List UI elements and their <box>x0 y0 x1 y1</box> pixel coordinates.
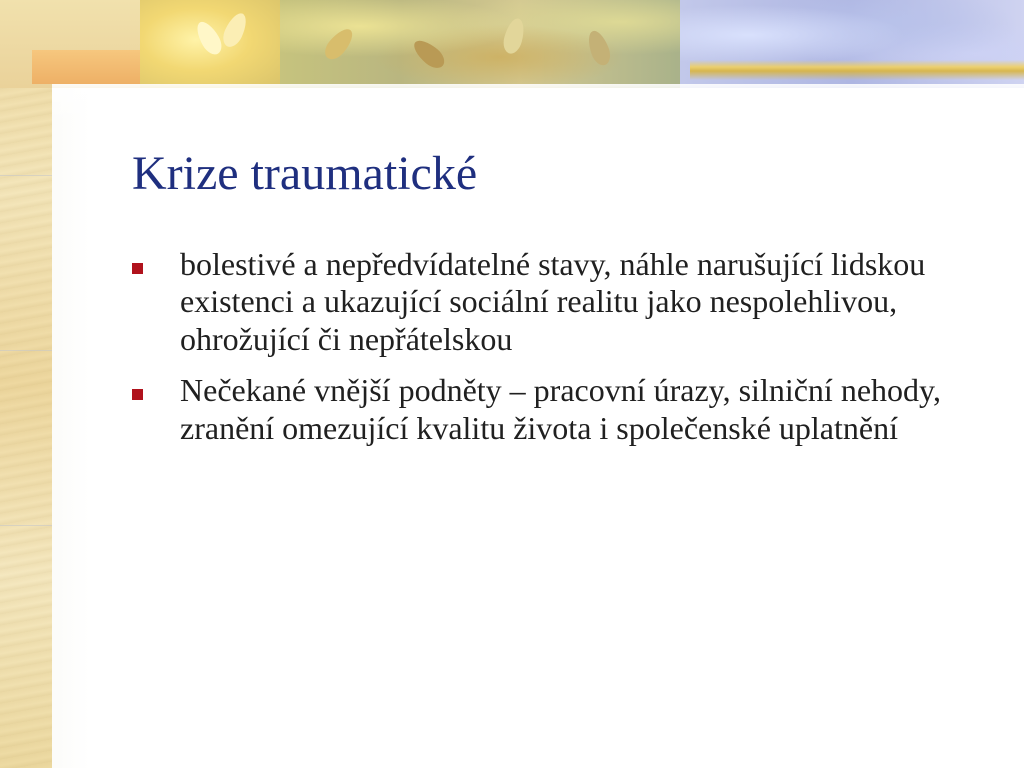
bullet-list <box>132 246 992 461</box>
bullet-text: bolestivé a nepředvídatelné stavy, náhle narušující lidskou existenci a ukazující sociální realitu jako nespolehlivou, ohrožující či nepřátelskou <box>180 246 926 357</box>
bullet-item <box>132 372 992 447</box>
band-fade <box>52 84 1024 124</box>
bullet-text: Nečekané vnější podněty – pracovní úrazy, silniční nehody, zranění omezující kvalitu života i společenské uplatnění <box>180 372 941 446</box>
strip-seam <box>0 525 52 526</box>
slide-title: Krize traumatické <box>132 147 478 200</box>
orange-block <box>32 50 147 84</box>
square-bullet-icon <box>132 263 143 274</box>
top-decorative-band <box>0 0 1024 88</box>
strip-seam <box>0 175 52 176</box>
left-parchment-strip <box>0 0 52 768</box>
strip-seam <box>0 350 52 351</box>
gold-grass-line <box>690 60 1024 80</box>
square-bullet-icon <box>132 389 143 400</box>
bullet-item <box>132 246 992 358</box>
